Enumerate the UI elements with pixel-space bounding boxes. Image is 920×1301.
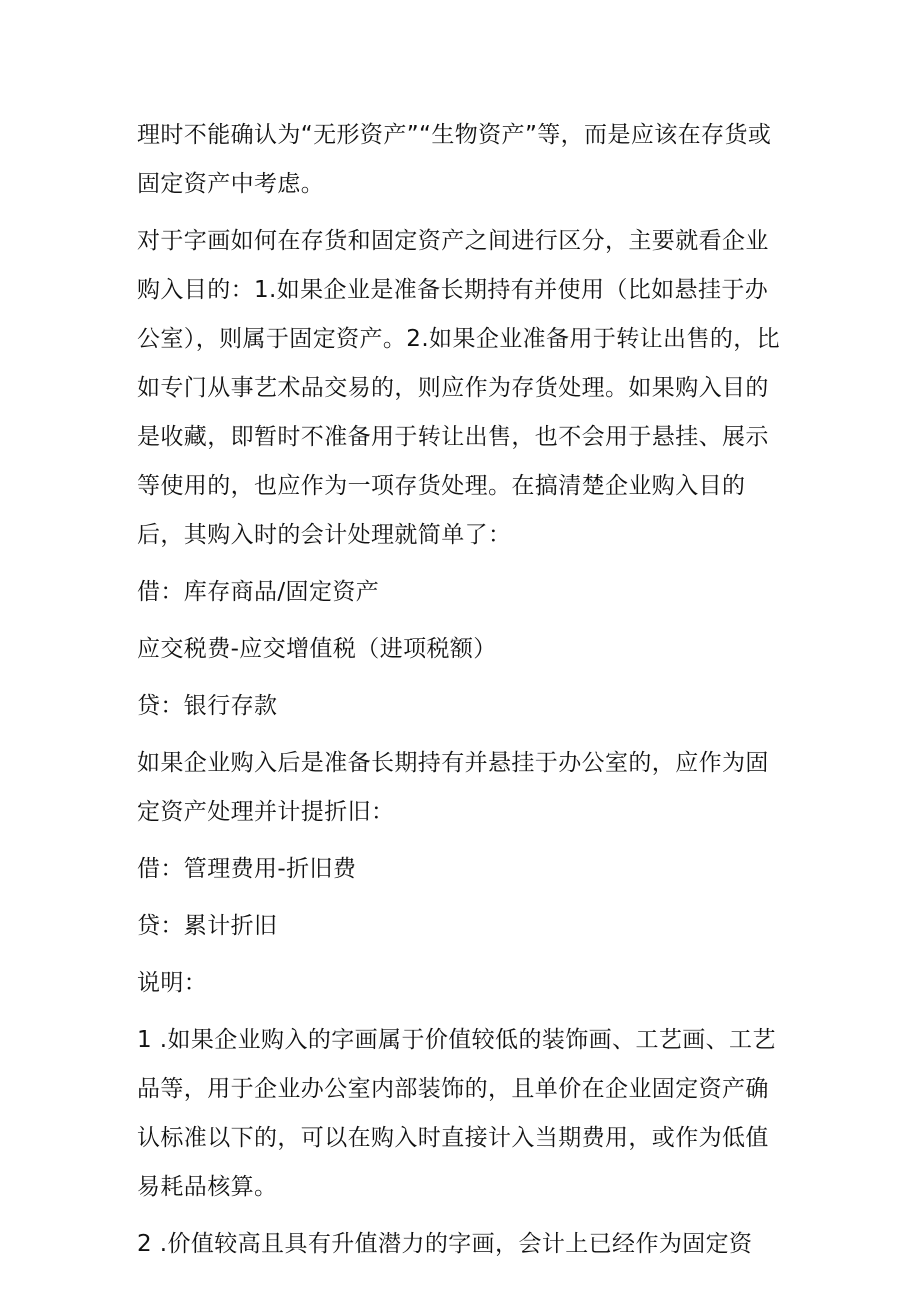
note-item-2: 2 .价值较高且具有升值潜力的字画，会计上已经作为固定资	[137, 1231, 753, 1257]
paragraph-depreciation: 如果企业购入后是准备长期持有并悬挂于办公室的，应作为固定资产处理并计提折旧：	[137, 750, 769, 825]
entry-debit-inventory: 借：库存商品/固定资产	[137, 579, 380, 605]
entry-debit-admin-expense: 借：管理费用-折旧费	[137, 856, 357, 882]
note-item-1: 1 .如果企业购入的字画属于价值较低的装饰画、工艺画、工艺品等，用于企业办公室内部装饰的，且单价在企业固定资产确认标准以下的，可以在购入时直接计入当期费用，或作为低值易耗品核算。	[137, 1027, 776, 1200]
document-body	[137, 111, 787, 1269]
entry-tax: 应交税费-应交增值税（进项税额）	[137, 636, 497, 662]
entry-credit-accumulated-depreciation: 贷：累计折旧	[137, 913, 278, 939]
entry-credit-bank: 贷：银行存款	[137, 693, 278, 719]
paragraph-classification: 对于字画如何在存货和固定资产之间进行区分，主要就看企业购入目的：1.如果企业是准备长期持有并使用（比如悬挂于办公室），则属于固定资产。2.如果企业准备用于转让出售的，比如专门从事艺术品交易的，则应作为存货处理。如果购入目的是收藏，即暂时不准备用于转让出售，也不会用于悬挂、展示等使用的，也应作为一项存货处理。在搞清楚企业购入目的后，其购入时的会计处理就简单了：	[137, 228, 781, 548]
note-heading: 说明：	[137, 970, 208, 996]
paragraph-intro-continuation: 理时不能确认为“无形资产”“生物资产”等，而是应该在存货或固定资产中考虑。	[137, 122, 772, 197]
